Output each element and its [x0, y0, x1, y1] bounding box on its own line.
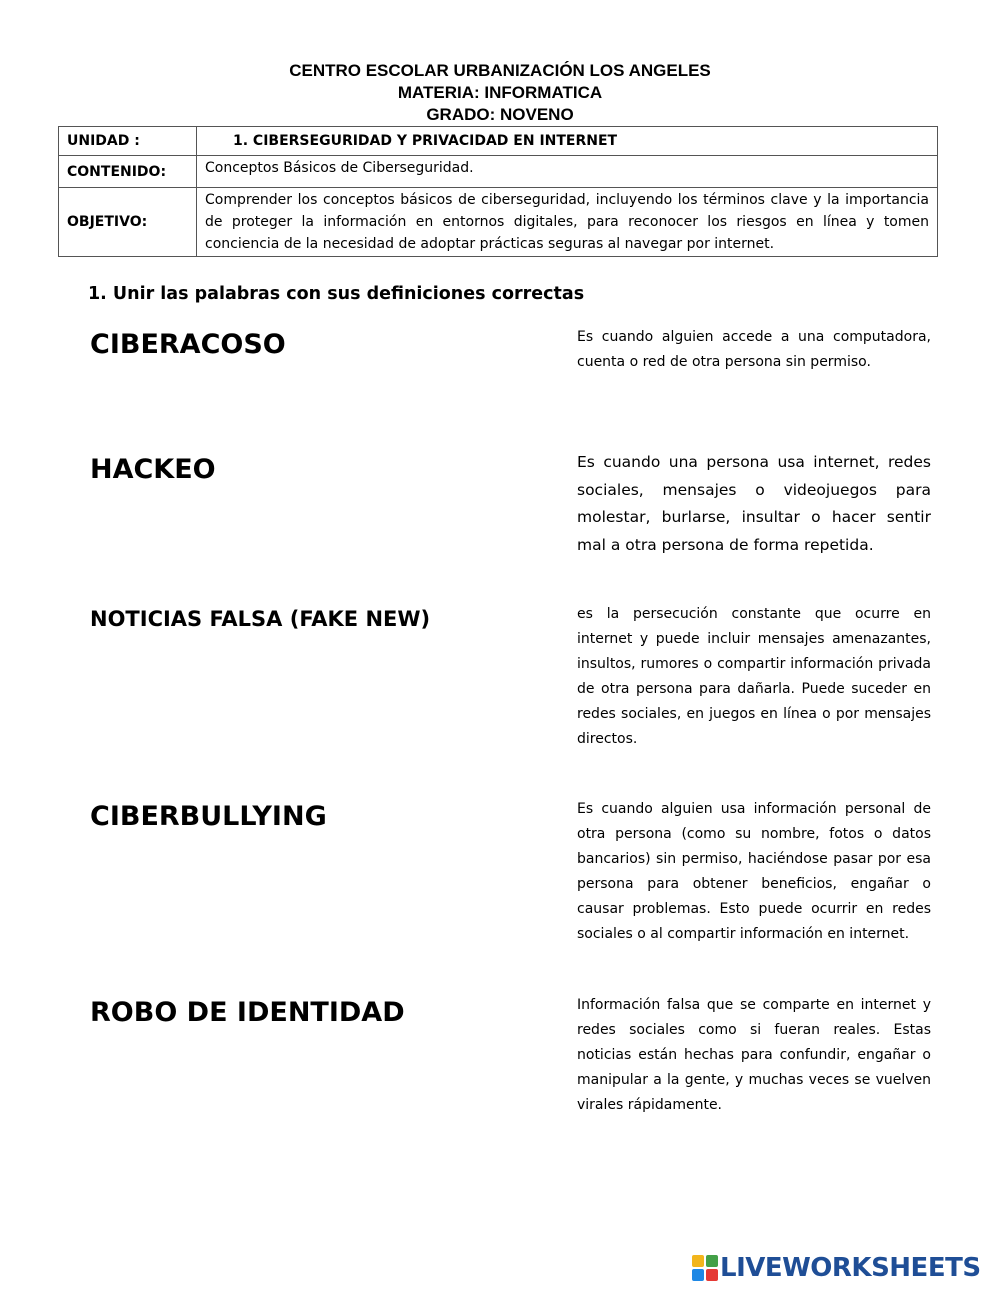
definition-1[interactable]: Es cuando alguien accede a una computadora, cuenta o red de otra persona sin permiso.: [577, 329, 931, 370]
grade-line: GRADO: NOVENO: [426, 105, 574, 124]
term-noticias-falsa[interactable]: NOTICIAS FALSA (FAKE NEW): [90, 607, 431, 631]
term-ciberacoso[interactable]: CIBERACOSO: [90, 329, 286, 360]
logo-square-icon: [706, 1255, 718, 1267]
definition-3[interactable]: es la persecución constante que ocurre en internet y puede incluir mensajes amenazantes, insultos, rumores o compartir información privada de otra persona para dañarla. Puede suceder en redes sociales, en juegos en línea o por mensajes directos.: [577, 606, 931, 747]
definition-5[interactable]: Información falsa que se comparte en internet y redes sociales como si fueran reales. Estas noticias están hechas para confundir, engañar o manipular a la gente, y muchas veces se vuelven virales rápidamente.: [577, 997, 931, 1113]
liveworksheets-logo-text: LIVEWORKSHEETS: [720, 1253, 981, 1283]
contenido-label: CONTENIDO:: [59, 156, 197, 188]
page-header: [0, 60, 1000, 126]
contenido-row: [59, 156, 938, 188]
objetivo-value: Comprender los conceptos básicos de ciberseguridad, incluyendo los términos clave y la importancia de proteger la información en entornos digitales, para reconocer los riesgos en línea y tomen conciencia de la necesidad de adoptar prácticas seguras al navegar por internet.: [197, 188, 938, 257]
objetivo-row: [59, 188, 938, 257]
liveworksheets-logo: [692, 1252, 981, 1284]
objetivo-label: OBJETIVO:: [59, 188, 197, 257]
school-name: CENTRO ESCOLAR URBANIZACIÓN LOS ANGELES: [289, 61, 711, 80]
info-table: [58, 126, 938, 257]
liveworksheets-logo-icon: [692, 1255, 718, 1281]
logo-square-icon: [692, 1255, 704, 1267]
subject-line: MATERIA: INFORMATICA: [397, 83, 603, 102]
unidad-label: UNIDAD :: [59, 127, 197, 156]
contenido-value: Conceptos Básicos de Ciberseguridad.: [197, 156, 938, 188]
unidad-row: [59, 127, 938, 156]
definition-2[interactable]: Es cuando una persona usa internet, redes sociales, mensajes o videojuegos para molestar, burlarse, insultar o hacer sentir mal a otra persona de forma repetida.: [577, 453, 931, 554]
definition-4[interactable]: Es cuando alguien usa información personal de otra persona (como su nombre, fotos o datos bancarios) sin permiso, haciéndose pasar por esa persona para obtener beneficios, engañar o causar problemas. Esto puede ocurrir en redes sociales o al compartir información en internet.: [577, 801, 931, 942]
instruction: 1. Unir las palabras con sus definiciones correctas: [88, 284, 585, 304]
logo-square-icon: [692, 1269, 704, 1281]
unidad-value: 1. CIBERSEGURIDAD Y PRIVACIDAD EN INTERNET: [197, 127, 938, 156]
term-robo-identidad[interactable]: ROBO DE IDENTIDAD: [90, 997, 405, 1028]
term-ciberbullying[interactable]: CIBERBULLYING: [90, 801, 327, 832]
logo-square-icon: [706, 1269, 718, 1281]
term-hackeo[interactable]: HACKEO: [90, 454, 216, 485]
